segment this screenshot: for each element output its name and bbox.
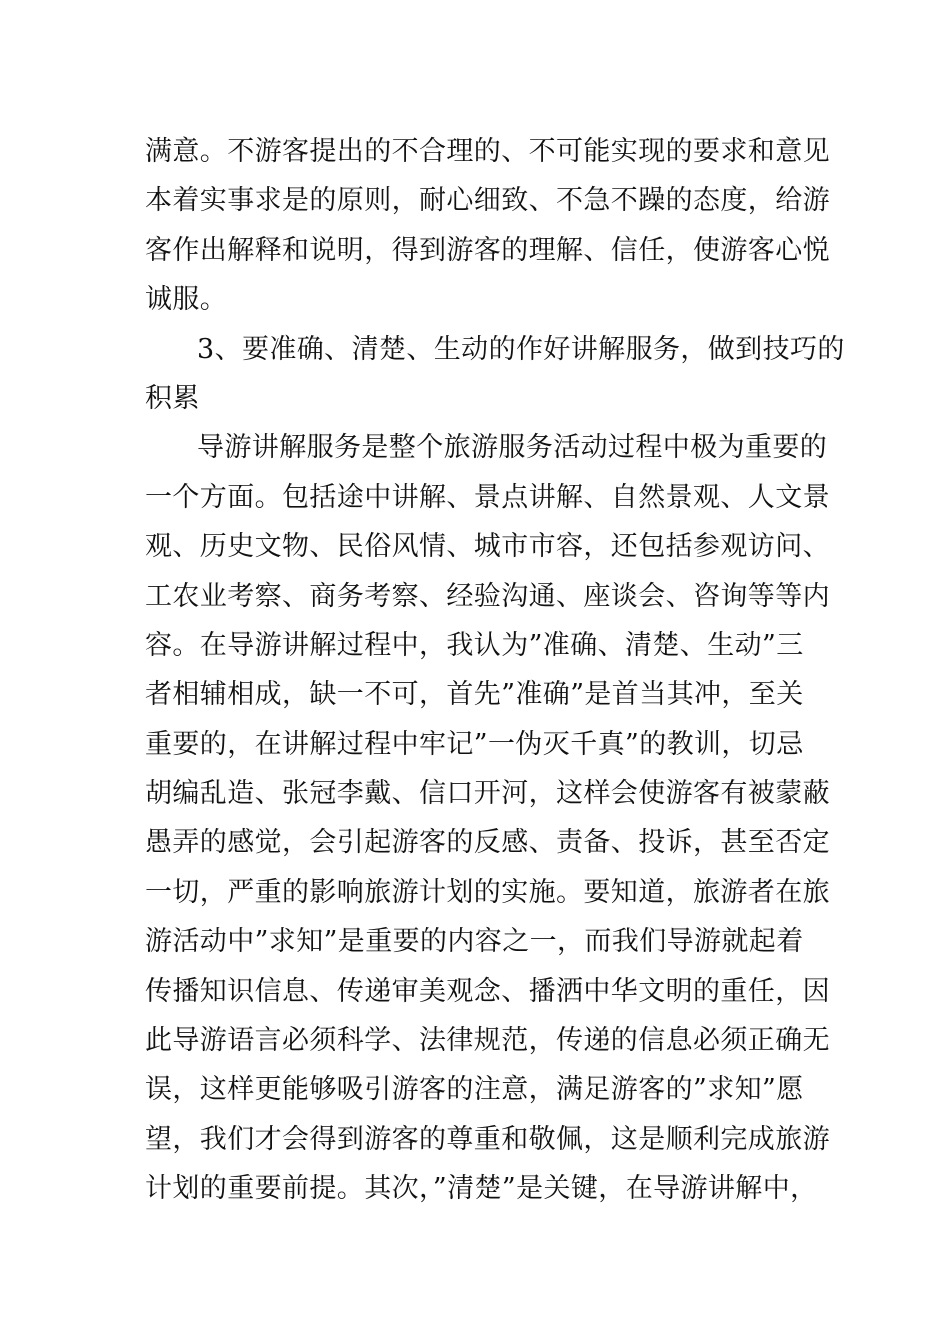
section-heading: 3、要准确、清楚、生动的作好讲解服务，做到技巧的 (197, 333, 845, 365)
text-line: 满意。不游客提出的不合理的、不可能实现的要求和意见 (145, 136, 830, 167)
text-line: 愚弄的感觉，会引起游客的反感、责备、投诉，甚至否定 (145, 827, 830, 859)
text-line: 本着实事求是的原则，耐心细致、不急不躁的态度，给游 (145, 185, 830, 217)
text-line: 误，这样更能够吸引游客的注意，满足游客的”求知”愿 (145, 1074, 804, 1106)
text-line: 计划的重要前提。其次，”清楚”是关键，在导游讲解中， (145, 1173, 818, 1205)
text-line: 一个方面。包括途中讲解、景点讲解、自然景观、人文景 (145, 481, 830, 513)
text-line: 容。在导游讲解过程中，我认为”准确、清楚、生动”三 (145, 629, 804, 661)
paragraph-start: 导游讲解服务是整个旅游服务活动过程中极为重要的 (197, 432, 828, 464)
section-heading-continuation: 积累 (145, 382, 200, 414)
text-line: 观、历史文物、民俗风情、城市市容，还包括参观访问、 (145, 531, 830, 563)
text-line: 诚服。 (145, 284, 228, 316)
text-line: 传播知识信息、传递审美观念、播洒中华文明的重任，因 (145, 975, 830, 1007)
body-text (145, 127, 845, 1214)
text-line: 游活动中”求知”是重要的内容之一，而我们导游就起着 (145, 926, 804, 958)
text-line: 工农业考察、商务考察、经验沟通、座谈会、咨询等等内 (145, 580, 830, 612)
text-line: 胡编乱造、张冠李戴、信口开河，这样会使游客有被蒙蔽 (145, 778, 830, 810)
text-line: 望，我们才会得到游客的尊重和敬佩，这是顺利完成旅游 (145, 1123, 830, 1155)
text-line: 客作出解释和说明，得到游客的理解、信任，使游客心悦 (145, 234, 830, 266)
text-line: 重要的，在讲解过程中牢记”一伪灭千真”的教训，切忌 (145, 728, 804, 760)
text-line: 此导游语言必须科学、法律规范，传递的信息必须正确无 (145, 1025, 830, 1057)
text-line: 一切，严重的影响旅游计划的实施。要知道，旅游者在旅 (145, 876, 830, 908)
text-line: 者相辅相成，缺一不可，首先”准确”是首当其冲，至关 (145, 679, 804, 711)
